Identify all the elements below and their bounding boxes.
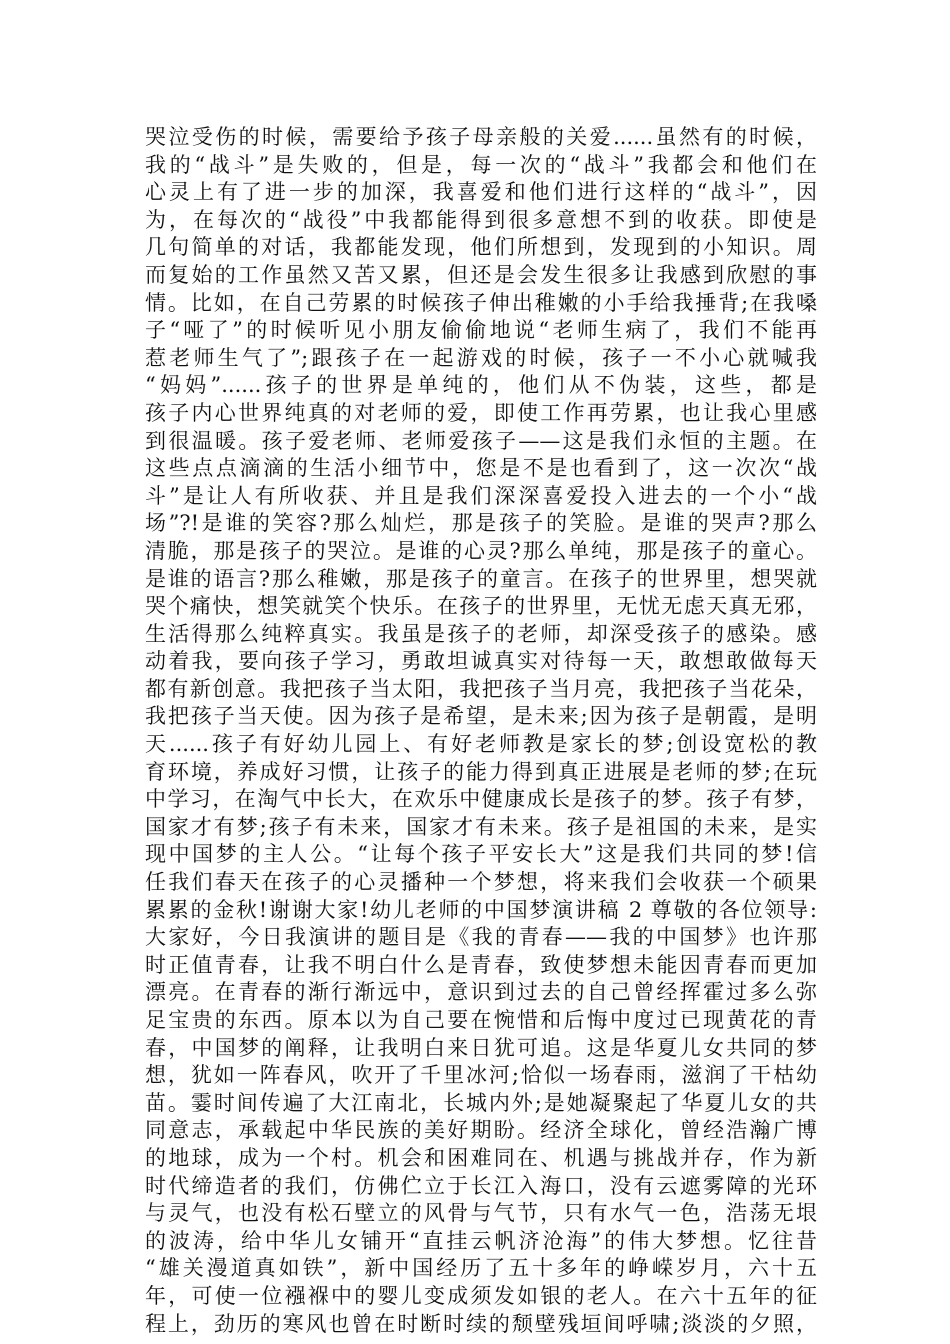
- text-line: 年，可使一位襁褓中的婴儿变成须发如银的老人。在六十五年的征: [145, 1283, 817, 1308]
- text-line: 情。比如，在自己劳累的时候孩子伸出稚嫩的小手给我捶背;在我嗓: [145, 290, 817, 315]
- text-line: 同意志，承载起中华民族的美好期盼。经济全球化，曾经浩瀚广博: [145, 1118, 817, 1143]
- text-line: 斗”是让人有所收获、并且是我们深深喜爱投入进去的一个小“战: [145, 483, 817, 508]
- text-line: 惹老师生气了”;跟孩子在一起游戏的时候，孩子一不小心就喊我: [145, 345, 817, 370]
- text-line: 足宝贵的东西。原本以为自己要在惋惜和后悔中度过已现黄花的青: [145, 1008, 817, 1032]
- text-line: 几句简单的对话，我都能发现，他们所想到，发现到的小知识。周: [145, 235, 817, 260]
- text-line: 我的“战斗”是失败的，但是，每一次的“战斗”我都会和他们在: [145, 152, 817, 177]
- text-line: 为，在每次的“战役”中我都能得到很多意想不到的收获。即使是: [145, 207, 817, 232]
- text-line: 孩子内心世界纯真的对老师的爱，即使工作再劳累，也让我心里感: [145, 400, 817, 425]
- text-line: 哭泣受伤的时候，需要给予孩子母亲般的关爱......虽然有的时候，: [145, 125, 817, 149]
- text-line: 清脆，那是孩子的哭泣。是谁的心灵?那么单纯，那是孩子的童心。: [145, 538, 817, 563]
- text-line: 这些点点滴滴的生活小细节中，您是不是也看到了，这一次次“战: [145, 456, 817, 481]
- text-line: 到很温暖。孩子爱老师、老师爱孩子——这是我们永恒的主题。在: [145, 428, 817, 453]
- text-line: 的波涛，给中华儿女铺开“直挂云帆济沧海”的伟大梦想。忆往昔: [145, 1228, 817, 1253]
- text-line: 时正值青春，让我不明白什么是青春，致使梦想未能因青春而更加: [145, 952, 817, 977]
- text-line: 苗。霎时间传遍了大江南北，长城内外;是她凝聚起了华夏儿女的共: [145, 1090, 817, 1115]
- text-line: “妈妈”......孩子的世界是单纯的，他们从不伪装，这些，都是: [145, 373, 817, 398]
- text-line: 都有新创意。我把孩子当太阳，我把孩子当月亮，我把孩子当花朵，: [145, 676, 817, 701]
- text-line: 哭个痛快，想笑就笑个快乐。在孩子的世界里，无忧无虑天真无邪，: [145, 594, 817, 619]
- text-line: 现中国梦的主人公。“让每个孩子平安长大”这是我们共同的梦!信: [145, 842, 817, 867]
- text-line: 场”?!是谁的笑容?那么灿烂，那是孩子的笑脸。是谁的哭声?那么: [145, 511, 817, 536]
- text-line: 漂亮。在青春的渐行渐远中，意识到过去的自己曾经挥霍过多么弥: [145, 980, 817, 1005]
- text-line: 国家才有梦;孩子有未来，国家才有未来。孩子是祖国的未来，是实: [145, 814, 817, 839]
- text-line: 生活得那么纯粹真实。我虽是孩子的老师，却深受孩子的感染。感: [145, 621, 817, 646]
- text-line: 中学习，在淘气中长大，在欢乐中健康成长是孩子的梦。孩子有梦，: [145, 787, 817, 812]
- text-line: 程上，劲历的寒风也曾在时断时续的颓壁残垣间呼啸;淡淡的夕照，: [145, 1311, 817, 1336]
- text-line: 与灵气，也没有松石壁立的风骨与气节，只有水气一色，浩荡无垠: [145, 1201, 817, 1226]
- text-line: 心灵上有了进一步的加深，我喜爱和他们进行这样的“战斗”，因: [145, 180, 817, 205]
- text-line: 任我们春天在孩子的心灵播种一个梦想，将来我们会收获一个硕果: [145, 870, 817, 895]
- text-line: 的地球，成为一个村。机会和困难同在、机遇与挑战并存，作为新: [145, 1145, 817, 1170]
- text-line: 时代缔造者的我们，仿佛伫立于长江入海口，没有云遮雾障的光环: [145, 1173, 817, 1198]
- text-line: 天......孩子有好幼儿园上、有好老师教是家长的梦;创设宽松的教: [145, 732, 817, 757]
- text-line: 子“哑了”的时候听见小朋友偷偷地说“老师生病了，我们不能再: [145, 318, 817, 343]
- text-line: 是谁的语言?那么稚嫩，那是孩子的童言。在孩子的世界里，想哭就: [145, 566, 817, 591]
- text-line: “雄关漫道真如铁”，新中国经历了五十多年的峥嵘岁月，六十五: [145, 1256, 817, 1281]
- text-line: 累累的金秋!谢谢大家!幼儿老师的中国梦演讲稿 2 尊敬的各位领导:: [145, 897, 817, 922]
- text-line: 大家好，今日我演讲的题目是《我的青春——我的中国梦》也许那: [145, 925, 817, 950]
- text-line: 动着我，要向孩子学习，勇敢坦诚真实对待每一天，敢想敢做每天: [145, 649, 817, 674]
- text-line: 而复始的工作虽然又苦又累，但还是会发生很多让我感到欣慰的事: [145, 262, 817, 287]
- text-line: 想，犹如一阵春风，吹开了千里冰河;恰似一场春雨，滋润了干枯幼: [145, 1063, 817, 1088]
- text-line: 我把孩子当天使。因为孩子是希望，是未来;因为孩子是朝霞，是明: [145, 704, 817, 729]
- body-text: [145, 124, 817, 1338]
- text-line: 育环境，养成好习惯，让孩子的能力得到真正进展是老师的梦;在玩: [145, 759, 817, 784]
- text-line: 春，中国梦的阐释，让我明白来日犹可追。这是华夏儿女共同的梦: [145, 1035, 817, 1060]
